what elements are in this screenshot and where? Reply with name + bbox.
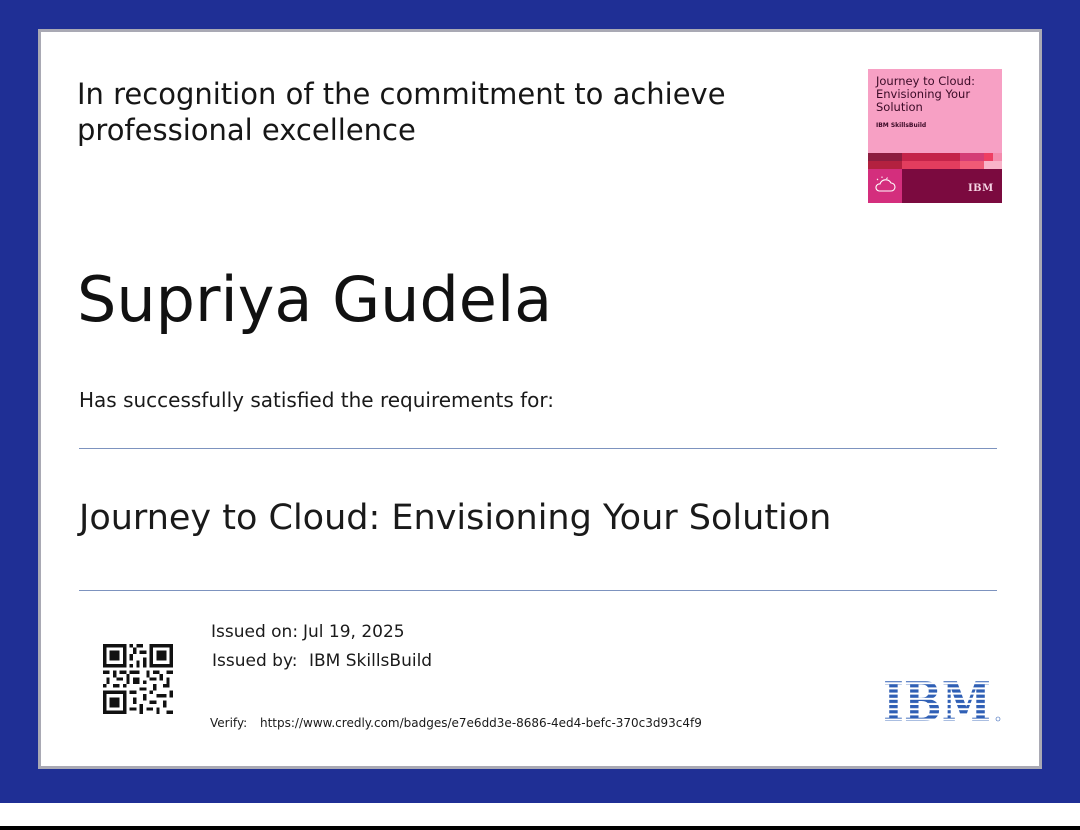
recognition-text: In recognition of the commitment to achieve professional excellence [77, 77, 726, 147]
badge-ibm-logo: IBM [968, 183, 994, 194]
badge-band [868, 153, 902, 161]
bottom-divider [0, 826, 1080, 830]
course-title: Journey to Cloud: Envisioning Your Solution [79, 498, 832, 538]
issued-on-label: Issued on: [211, 622, 299, 642]
badge-title: Journey to Cloud: Envisioning Your Solution [876, 74, 975, 114]
badge-band [902, 153, 960, 161]
badge-band [984, 161, 1002, 169]
ibm-logo-icon [883, 679, 1003, 725]
requirements-text: Has successfully satisfied the requirements for: [79, 388, 555, 412]
verify-label: Verify: [210, 716, 248, 730]
issued-by-label: Issued by: [212, 651, 298, 671]
badge-band [984, 153, 993, 161]
issued-on-value: Jul 19, 2025 [303, 622, 405, 642]
badge-band [993, 153, 1002, 161]
divider-top [79, 448, 997, 449]
badge-band [902, 161, 960, 169]
recipient-name: Supriya Gudela [77, 263, 553, 336]
verify-link[interactable]: https://www.credly.com/badges/e7e6dd3e-8686-4ed4-befc-370c3d93c4f9 [260, 716, 702, 730]
qr-code-icon[interactable] [103, 644, 173, 714]
badge-band [960, 153, 984, 161]
divider-bottom [79, 590, 997, 591]
badge-brand: IBM SkillsBuild [876, 122, 927, 129]
course-badge [868, 69, 1002, 203]
cloud-icon [873, 176, 897, 194]
badge-band [868, 161, 902, 169]
badge-band [960, 161, 984, 169]
certificate-card [38, 29, 1042, 769]
issued-by-value: IBM SkillsBuild [309, 651, 433, 671]
